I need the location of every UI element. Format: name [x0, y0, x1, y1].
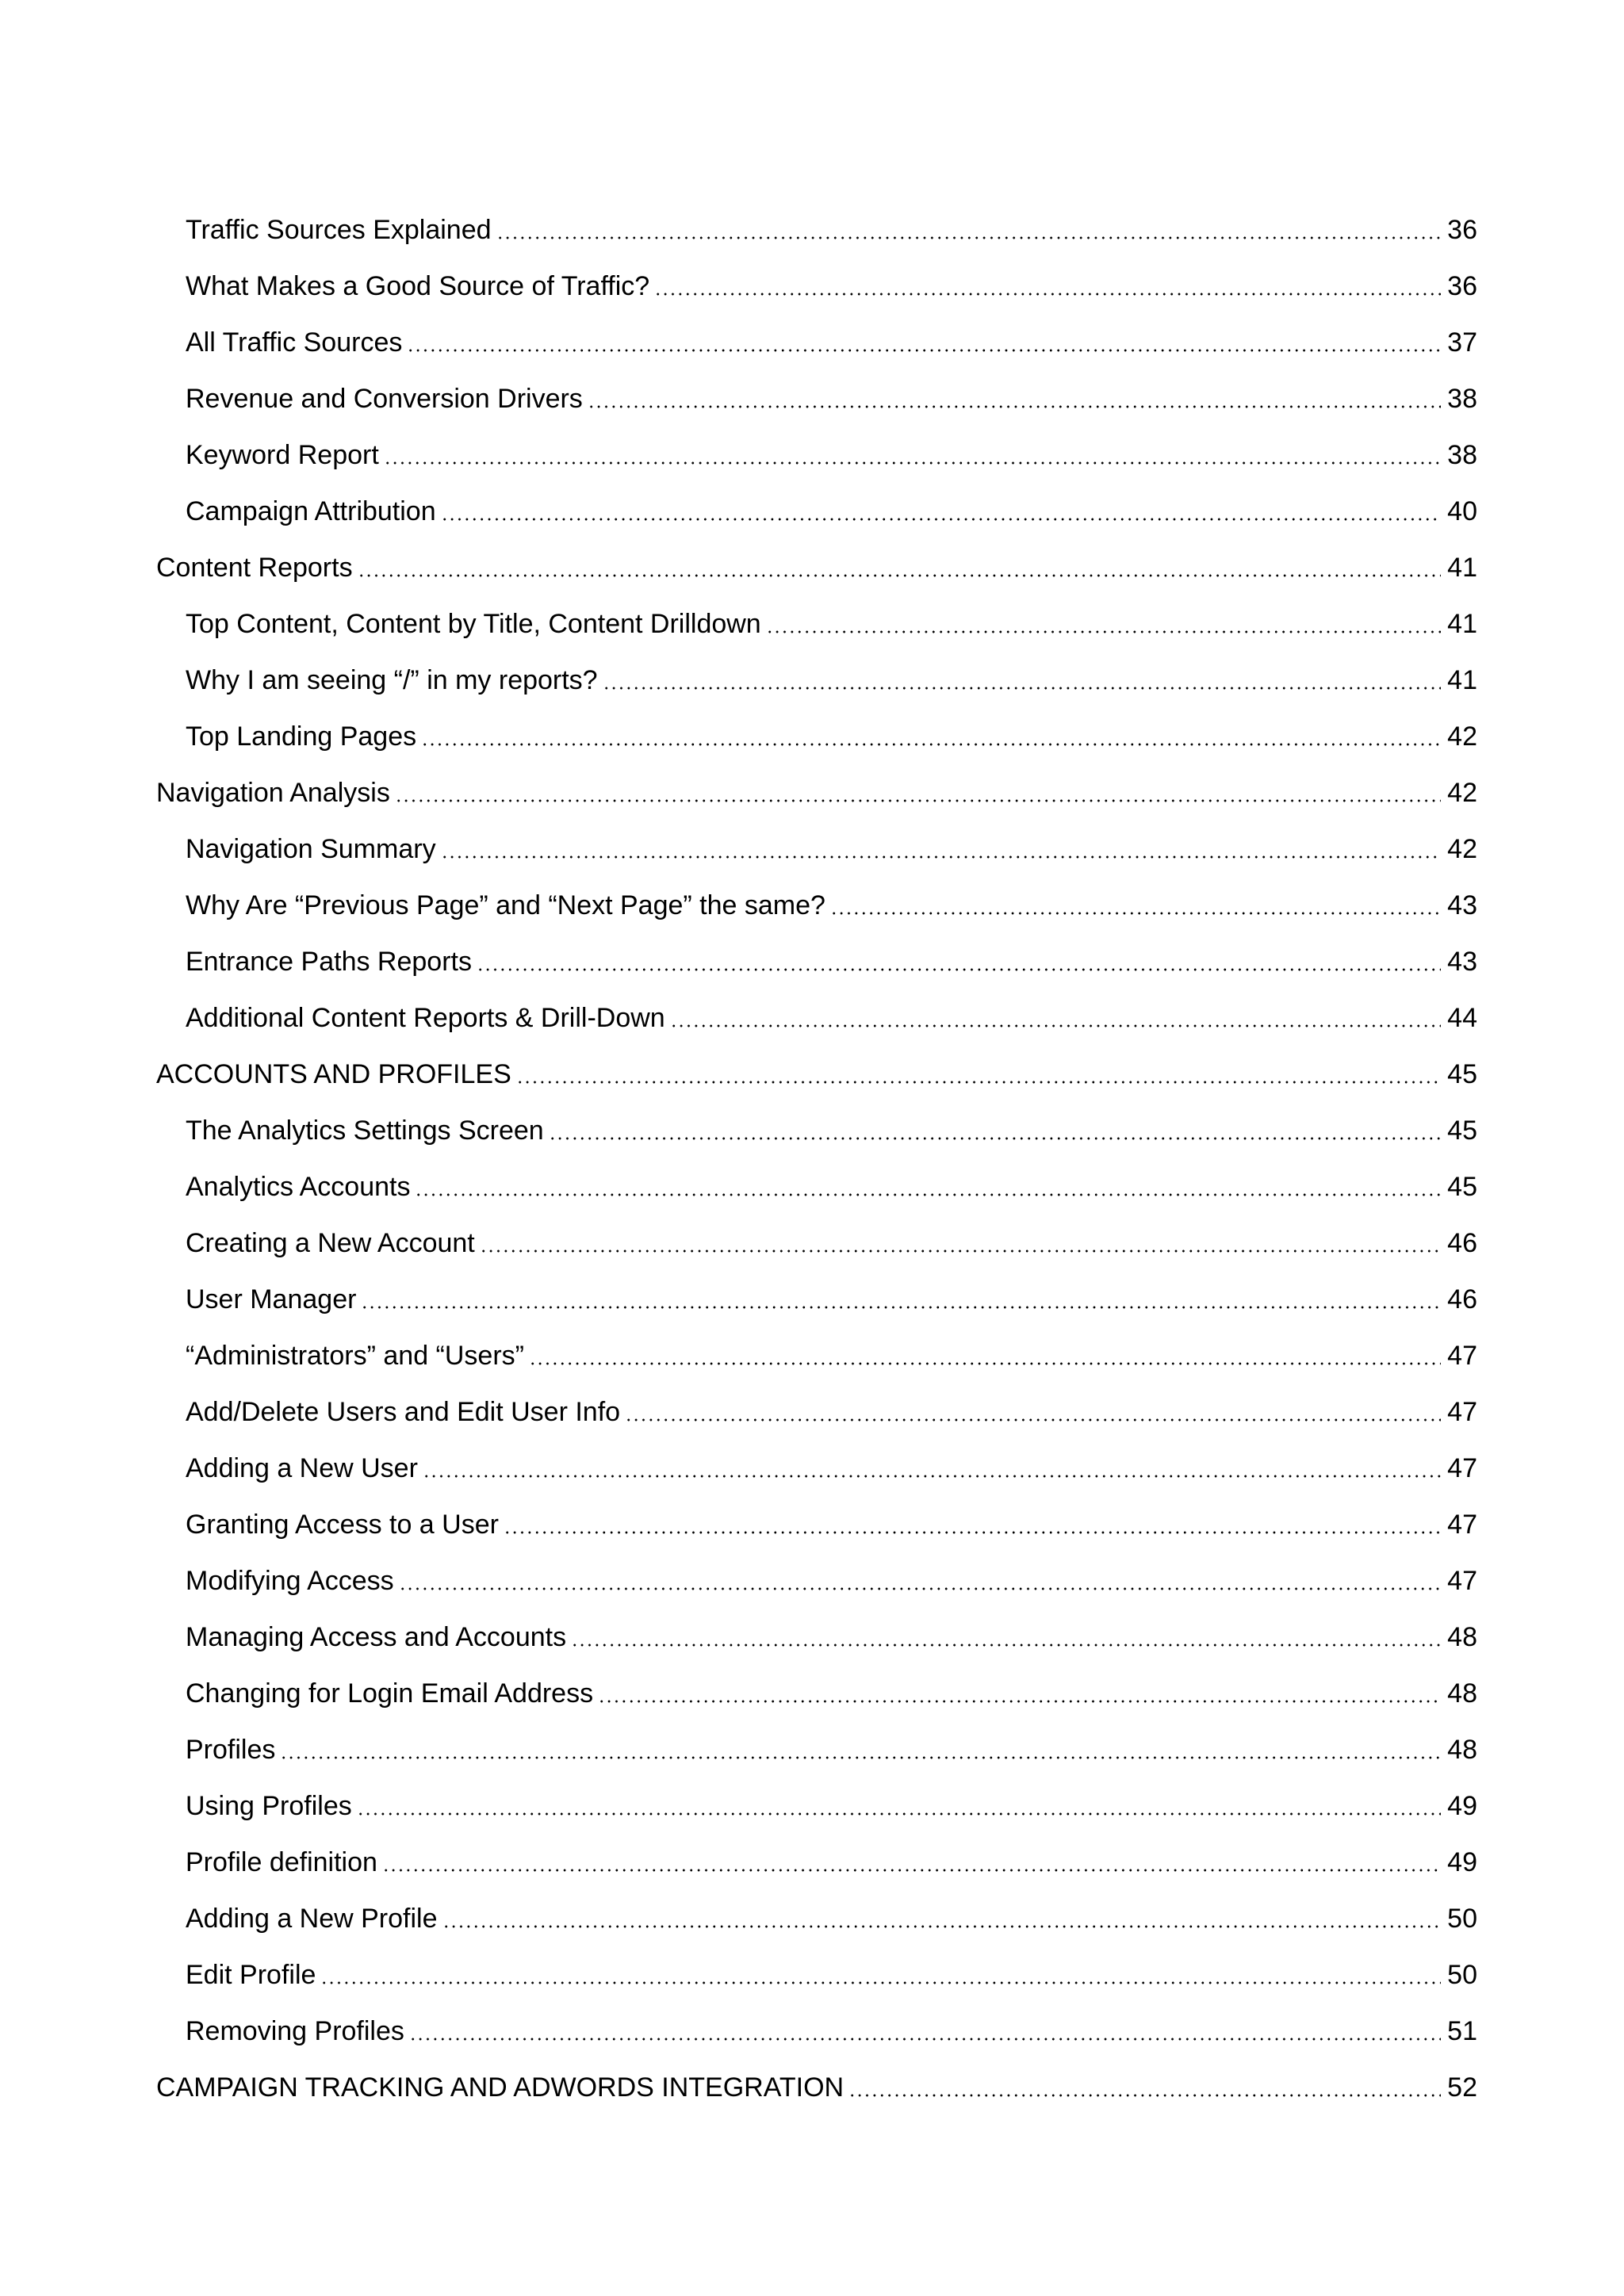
toc-entry-title: Granting Access to a User	[186, 1510, 499, 1540]
toc-dot-leader	[477, 968, 1441, 971]
toc-entry-title: “Administrators” and “Users”	[186, 1341, 524, 1371]
toc-entry-title: Top Content, Content by Title, Content Drilldown	[186, 609, 761, 639]
toc-entry[interactable]	[156, 1035, 1477, 1091]
toc-entry-title: CAMPAIGN TRACKING AND ADWORDS INTEGRATION	[156, 2072, 845, 2103]
toc-entry[interactable]	[156, 1766, 1477, 1823]
toc-entry-title: Managing Access and Accounts	[186, 1622, 567, 1652]
toc-dot-leader	[409, 2038, 1441, 2041]
toc-dot-leader	[549, 1137, 1441, 1140]
toc-dot-leader	[654, 293, 1441, 296]
toc-entry-page-number: 47	[1447, 1566, 1477, 1596]
toc-dot-leader	[516, 1081, 1441, 1084]
toc-entry[interactable]	[156, 866, 1477, 922]
toc-entry-page-number: 42	[1447, 834, 1477, 864]
toc-entry-page-number: 40	[1447, 496, 1477, 526]
toc-entry-title: Additional Content Reports & Drill-Down	[186, 1003, 665, 1033]
toc-entry-page-number: 47	[1447, 1453, 1477, 1483]
toc-dot-leader	[766, 630, 1441, 633]
toc-entry-title: All Traffic Sources	[186, 327, 403, 358]
toc-entry-page-number: 37	[1447, 327, 1477, 358]
toc-entry-title: Adding a New Profile	[186, 1904, 438, 1934]
toc-entry[interactable]	[156, 1992, 1477, 2048]
toc-entry-page-number: 52	[1447, 2072, 1477, 2103]
toc-entry[interactable]	[156, 922, 1477, 978]
toc-entry-page-number: 50	[1447, 1960, 1477, 1990]
toc-entry-page-number: 41	[1447, 609, 1477, 639]
toc-entry-page-number: 38	[1447, 384, 1477, 414]
toc-entry[interactable]	[156, 584, 1477, 641]
toc-dot-leader	[361, 1306, 1441, 1309]
toc-entry-page-number: 42	[1447, 778, 1477, 808]
toc-entry-page-number: 48	[1447, 1622, 1477, 1652]
toc-dot-leader	[358, 574, 1442, 577]
toc-entry-title: Profiles	[186, 1735, 276, 1765]
toc-entry-page-number: 48	[1447, 1735, 1477, 1765]
toc-entry-page-number: 49	[1447, 1791, 1477, 1821]
toc-dot-leader	[848, 2094, 1441, 2097]
toc-entry-page-number: 41	[1447, 553, 1477, 583]
toc-entry[interactable]	[156, 359, 1477, 415]
toc-entry-title: Content Reports	[156, 553, 353, 583]
toc-dot-leader	[415, 1193, 1441, 1196]
toc-dot-leader	[407, 349, 1441, 352]
toc-entry[interactable]	[156, 247, 1477, 303]
toc-entry[interactable]	[156, 1654, 1477, 1710]
toc-dot-leader	[480, 1249, 1441, 1253]
toc-dot-leader	[399, 1587, 1442, 1590]
toc-entry-page-number: 44	[1447, 1003, 1477, 1033]
toc-entry-page-number: 42	[1447, 721, 1477, 752]
toc-entry-title: Entrance Paths Reports	[186, 947, 472, 977]
toc-entry-title: Edit Profile	[186, 1960, 316, 1990]
toc-entry[interactable]	[156, 1203, 1477, 1260]
toc-entry[interactable]	[156, 1091, 1477, 1147]
toc-dot-leader	[423, 1475, 1441, 1478]
toc-entry-title: Using Profiles	[186, 1791, 352, 1821]
toc-entry-title: The Analytics Settings Screen	[186, 1115, 544, 1146]
toc-entry-page-number: 47	[1447, 1510, 1477, 1540]
toc-entry-title: Navigation Summary	[186, 834, 436, 864]
toc-entry[interactable]	[156, 472, 1477, 528]
toc-entry[interactable]	[156, 1598, 1477, 1654]
toc-entry-title: Creating a New Account	[186, 1228, 475, 1258]
toc-dot-leader	[395, 799, 1441, 802]
toc-dot-leader	[603, 687, 1442, 690]
toc-dot-leader	[382, 1869, 1441, 1872]
toc-dot-leader	[529, 1362, 1441, 1365]
toc-dot-leader	[320, 1981, 1441, 1984]
toc-entry-title: Modifying Access	[186, 1566, 394, 1596]
toc-entry-page-number: 48	[1447, 1678, 1477, 1709]
toc-dot-leader	[588, 405, 1441, 408]
toc-entry-title: What Makes a Good Source of Traffic?	[186, 271, 650, 301]
toc-entry-title: ACCOUNTS AND PROFILES	[156, 1059, 511, 1089]
toc-dot-leader	[625, 1418, 1441, 1422]
toc-entry[interactable]	[156, 1935, 1477, 1992]
toc-entry[interactable]	[156, 1147, 1477, 1203]
toc-dot-leader	[421, 743, 1441, 746]
toc-entry-title: User Manager	[186, 1284, 357, 1314]
toc-entry[interactable]	[156, 1541, 1477, 1598]
toc-entry-title: Profile definition	[186, 1847, 377, 1877]
table-of-contents	[156, 190, 1477, 2104]
toc-entry-title: Add/Delete Users and Edit User Info	[186, 1397, 621, 1427]
toc-entry-title: Analytics Accounts	[186, 1172, 411, 1202]
toc-entry[interactable]	[156, 753, 1477, 809]
toc-entry-page-number: 36	[1447, 215, 1477, 245]
toc-entry[interactable]	[156, 1260, 1477, 1316]
toc-dot-leader	[830, 912, 1441, 915]
toc-entry[interactable]	[156, 1316, 1477, 1372]
toc-entry-page-number: 36	[1447, 271, 1477, 301]
toc-dot-leader	[441, 518, 1442, 521]
toc-dot-leader	[504, 1531, 1441, 1534]
toc-entry[interactable]	[156, 1710, 1477, 1766]
toc-entry[interactable]	[156, 697, 1477, 753]
toc-dot-leader	[598, 1700, 1441, 1703]
toc-entry-page-number: 43	[1447, 947, 1477, 977]
toc-entry-title: Keyword Report	[186, 440, 379, 470]
toc-entry[interactable]	[156, 1372, 1477, 1429]
toc-entry-page-number: 51	[1447, 2016, 1477, 2046]
toc-entry-title: Campaign Attribution	[186, 496, 436, 526]
toc-entry-page-number: 46	[1447, 1228, 1477, 1258]
toc-entry-title: Changing for Login Email Address	[186, 1678, 594, 1709]
toc-entry-page-number: 45	[1447, 1059, 1477, 1089]
toc-entry-page-number: 46	[1447, 1284, 1477, 1314]
toc-entry-title: Revenue and Conversion Drivers	[186, 384, 583, 414]
toc-entry[interactable]	[156, 1823, 1477, 1879]
toc-entry-title: Adding a New User	[186, 1453, 418, 1483]
toc-dot-leader	[496, 236, 1442, 239]
toc-entry-title: Navigation Analysis	[156, 778, 390, 808]
toc-entry-title: Why Are “Previous Page” and “Next Page” the same?	[186, 890, 825, 920]
toc-entry[interactable]	[156, 303, 1477, 359]
toc-entry[interactable]	[156, 528, 1477, 584]
toc-entry-title: Removing Profiles	[186, 2016, 404, 2046]
toc-entry-title: Top Landing Pages	[186, 721, 417, 752]
toc-entry[interactable]	[156, 1485, 1477, 1541]
toc-dot-leader	[357, 1812, 1441, 1816]
toc-entry[interactable]	[156, 190, 1477, 247]
toc-dot-leader	[442, 1925, 1442, 1928]
toc-dot-leader	[384, 461, 1441, 465]
toc-entry[interactable]	[156, 809, 1477, 866]
toc-entry-page-number: 49	[1447, 1847, 1477, 1877]
toc-entry-title: Traffic Sources Explained	[186, 215, 492, 245]
toc-entry-title: Why I am seeing “/” in my reports?	[186, 665, 598, 695]
toc-entry[interactable]	[156, 978, 1477, 1035]
toc-entry[interactable]	[156, 1429, 1477, 1485]
toc-dot-leader	[670, 1024, 1441, 1027]
toc-dot-leader	[280, 1756, 1441, 1759]
toc-entry[interactable]	[156, 641, 1477, 697]
toc-entry-page-number: 50	[1447, 1904, 1477, 1934]
toc-entry-page-number: 47	[1447, 1341, 1477, 1371]
toc-entry[interactable]	[156, 1879, 1477, 1935]
toc-entry-page-number: 47	[1447, 1397, 1477, 1427]
toc-entry[interactable]	[156, 415, 1477, 472]
toc-entry-page-number: 41	[1447, 665, 1477, 695]
toc-dot-leader	[571, 1644, 1441, 1647]
toc-entry-page-number: 45	[1447, 1115, 1477, 1146]
toc-dot-leader	[441, 855, 1442, 859]
toc-entry-page-number: 45	[1447, 1172, 1477, 1202]
toc-entry-page-number: 38	[1447, 440, 1477, 470]
toc-entry-page-number: 43	[1447, 890, 1477, 920]
toc-entry[interactable]	[156, 2048, 1477, 2104]
